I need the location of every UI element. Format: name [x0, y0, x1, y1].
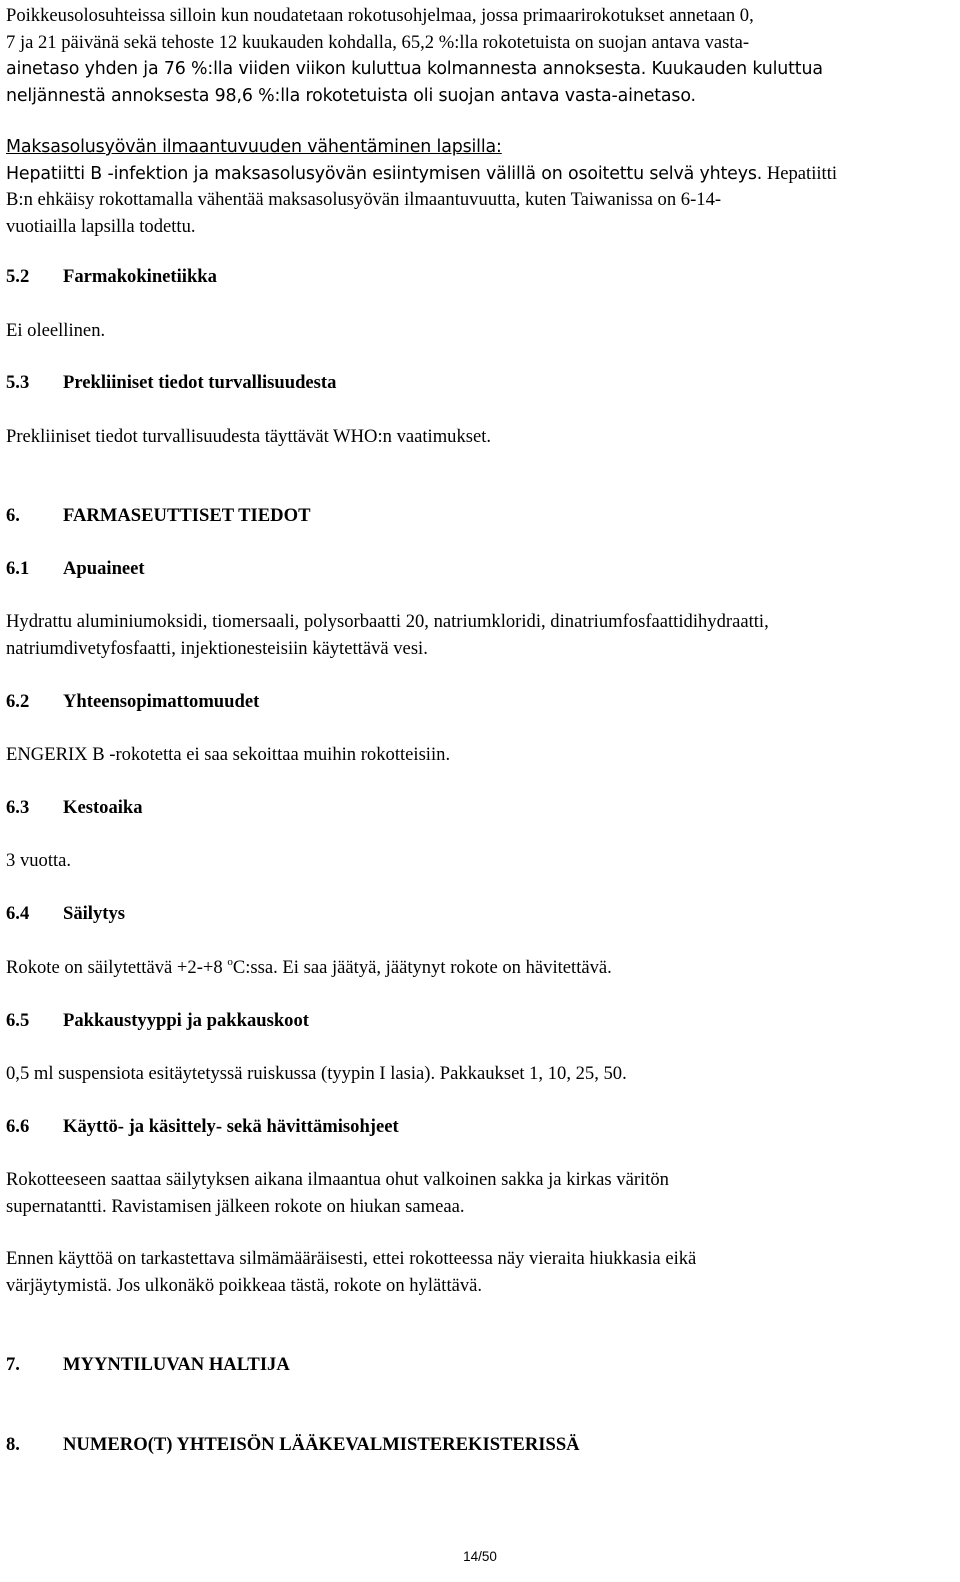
- section-text-6-4: [6, 955, 954, 982]
- intro-line: ainetaso yhden ja 76 %:lla viiden viikon kuluttua kolmannesta annoksesta. Kuukauden kuluttua: [6, 59, 823, 79]
- section-title: Käyttö- ja käsittely- sekä hävittämisohjeet: [63, 1116, 399, 1137]
- section-text: Rokote on säilytettävä +2-+8: [6, 957, 228, 978]
- intro-line: neljännestä annoksesta 98,6 %:lla rokotetuista oli suojan antava vasta-ainetaso.: [6, 85, 696, 106]
- section-text-6-6-p1: [6, 1167, 954, 1220]
- page-number: 14/50: [463, 1549, 497, 1564]
- section-text: Prekliiniset tiedot turvallisuudesta täyttävät WHO:n vaatimukset.: [6, 426, 492, 447]
- section-number: 6.3: [6, 797, 30, 818]
- section-text: C:ssa. Ei saa jäätyä, jäätynyt rokote on hävitettävä.: [232, 957, 612, 978]
- section-title: MYYNTILUVAN HALTIJA: [63, 1354, 290, 1375]
- section-text-5-2: [6, 318, 954, 345]
- section-heading-6-3: [6, 795, 143, 822]
- section-heading-8: [6, 1432, 580, 1459]
- section-number: 5.2: [6, 266, 30, 287]
- section-text: värjäytymistä. Jos ulkonäkö poikkeaa tästä, rokote on hylättävä.: [6, 1274, 483, 1296]
- section-title: Farmakokinetiikka: [63, 266, 217, 287]
- section-number: 6.4: [6, 903, 30, 924]
- section-heading-6: [6, 503, 310, 530]
- section-title: Kestoaika: [63, 797, 143, 818]
- liver-cancer-paragraph: [6, 134, 954, 240]
- section-text: Rokotteeseen saattaa säilytyksen aikana ilmaantua ohut valkoinen sakka ja kirkas väritön: [6, 1169, 669, 1190]
- section-title: Säilytys: [63, 903, 125, 924]
- section-heading-5-3: [6, 370, 336, 397]
- section-text: 3 vuotta.: [6, 850, 72, 871]
- liver-cancer-text: Hepatiitti: [762, 162, 838, 184]
- section-text-6-2: [6, 742, 954, 769]
- section-text: natriumdivetyfosfaatti, injektionesteisiin käytettävä vesi.: [6, 637, 428, 659]
- section-text-5-3: [6, 424, 954, 451]
- section-number: 7.: [6, 1354, 20, 1375]
- section-number: 6.1: [6, 558, 30, 579]
- section-text: Ei oleellinen.: [6, 320, 106, 341]
- section-text-6-5: [6, 1061, 954, 1088]
- section-text-6-3: [6, 848, 954, 875]
- section-text: supernatantti. Ravistamisen jälkeen rokote on hiukan sameaa.: [6, 1195, 465, 1217]
- section-text: Ennen käyttöä on tarkastettava silmämääräisesti, ettei rokotteessa näy vieraita hiukkasia eikä: [6, 1248, 697, 1269]
- section-text-line: [6, 955, 954, 982]
- section-heading-6-6: [6, 1114, 399, 1141]
- intro-paragraph: [6, 3, 954, 109]
- liver-cancer-line: [6, 161, 954, 188]
- section-heading-6-5: [6, 1008, 309, 1035]
- liver-cancer-line: B:n ehkäisy rokottamalla vähentää maksasolusyövän ilmaantuvuutta, kuten Taiwanissa on 6-14-: [6, 189, 722, 210]
- section-title: Prekliiniset tiedot turvallisuudesta: [63, 372, 337, 393]
- section-text: ENGERIX B -rokotetta ei saa sekoittaa muihin rokotteisiin.: [6, 744, 451, 765]
- section-title: Apuaineet: [63, 558, 145, 579]
- degree-symbol: o: [227, 956, 233, 968]
- section-number: 6.5: [6, 1010, 30, 1031]
- intro-line: 7 ja 21 päivänä sekä tehoste 12 kuukauden kohdalla, 65,2 %:lla rokotetuista on suojan antava vasta-: [6, 31, 750, 53]
- section-number: 8.: [6, 1434, 20, 1455]
- section-title: NUMERO(T) YHTEISÖN LÄÄKEVALMISTEREKISTERISSÄ: [63, 1434, 580, 1455]
- section-heading-6-4: [6, 901, 125, 928]
- section-number: 6.6: [6, 1116, 30, 1137]
- liver-cancer-title: Maksasolusyövän ilmaantuvuuden vähentäminen lapsilla:: [6, 137, 502, 157]
- section-number: 5.3: [6, 372, 30, 393]
- section-heading-6-2: [6, 689, 259, 716]
- section-title: Yhteensopimattomuudet: [63, 691, 260, 712]
- liver-cancer-line: vuotiailla lapsilla todettu.: [6, 215, 196, 237]
- intro-line: Poikkeusolosuhteissa silloin kun noudatetaan rokotusohjelmaa, jossa primaarirokotukset annetaan 0,: [6, 5, 754, 26]
- section-text: Hydrattu aluminiumoksidi, tiomersaali, polysorbaatti 20, natriumkloridi, dinatriumfosfaattidihydraatti,: [6, 611, 769, 632]
- section-number: 6.: [6, 505, 20, 526]
- section-heading-5-2: [6, 264, 217, 291]
- section-title: FARMASEUTTISET TIEDOT: [63, 505, 311, 526]
- section-number: 6.2: [6, 691, 30, 712]
- section-text: 0,5 ml suspensiota esitäytetyssä ruiskussa (tyypin I lasia). Pakkaukset 1, 10, 25, 50.: [6, 1063, 627, 1084]
- section-heading-7: [6, 1352, 290, 1379]
- section-text-6-1: [6, 609, 954, 662]
- section-text-6-6-p2: [6, 1246, 954, 1299]
- section-heading-6-1: [6, 556, 145, 583]
- liver-cancer-text: Hepatiitti B -infektion ja maksasolusyövän esiintymisen välillä on osoitettu selvä yhteys.: [6, 163, 763, 184]
- section-title: Pakkaustyyppi ja pakkauskoot: [63, 1010, 309, 1031]
